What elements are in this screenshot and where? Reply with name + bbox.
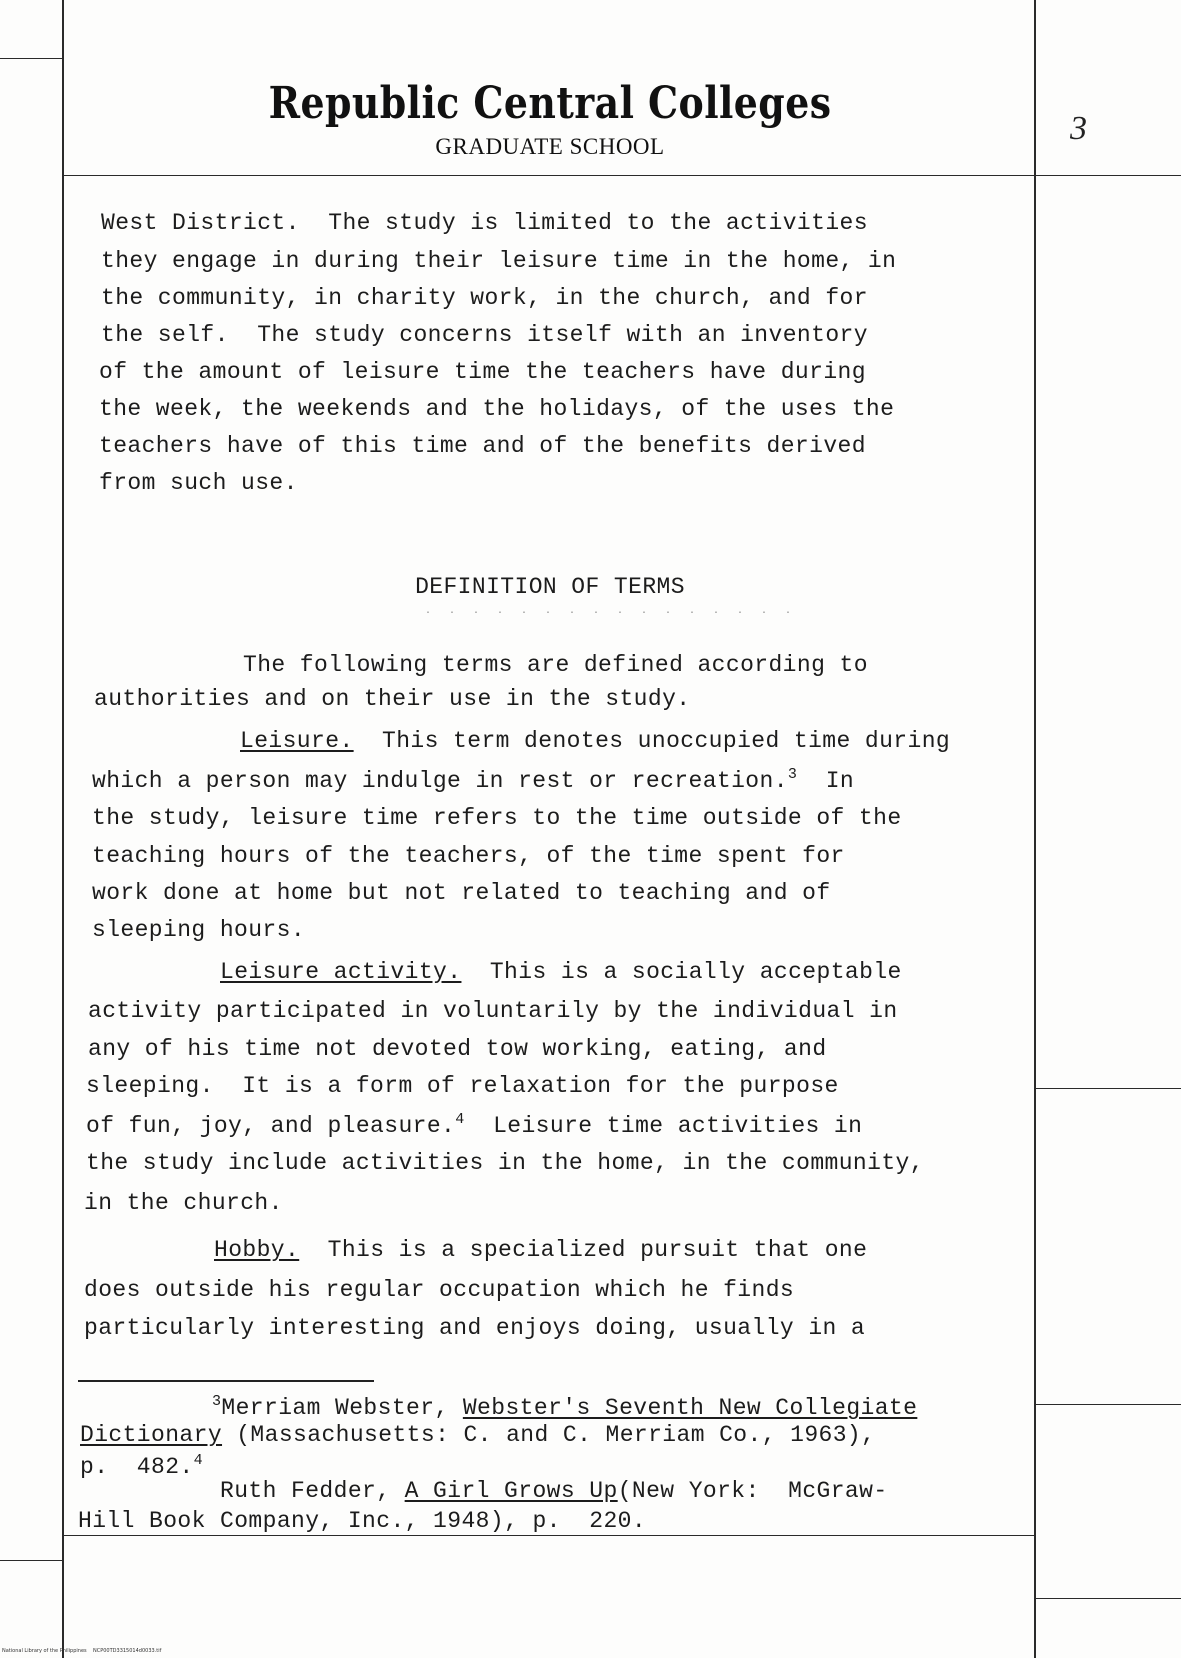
footnote-3-publisher: (Massachusetts: C. and C. Merriam Co., 1963), <box>222 1422 876 1448</box>
footnote-4-number: 4 <box>193 1452 204 1469</box>
intro-line: the community, in charity work, in the church, and for <box>101 285 868 311</box>
term-hobby: Hobby. <box>214 1237 300 1263</box>
college-name-heading: Republic Central Colleges <box>268 78 832 129</box>
footnote-ref-3: 3 <box>787 766 798 783</box>
right-stub-line-bottom <box>1036 1598 1181 1599</box>
footnote-3-page-text: p. 482. <box>80 1454 194 1480</box>
hobby-first-line <box>214 1237 867 1263</box>
leisure-text: which a person may indulge in rest or recreation. <box>92 768 788 794</box>
intro-line: teachers have of this time and of the benefits derived <box>99 433 866 459</box>
leisure-activity-text: of fun, joy, and pleasure. <box>86 1113 456 1139</box>
opening-line: The following terms are defined according to <box>243 652 868 678</box>
leisure-activity-line: any of his time not devoted tow working, eating, and <box>88 1036 827 1062</box>
right-stub-line-top <box>1036 175 1181 176</box>
leisure-activity-line: in the church. <box>84 1190 283 1216</box>
term-leisure: Leisure. <box>240 728 354 754</box>
section-heading: DEFINITION OF TERMS <box>415 574 685 600</box>
hobby-text: This is a specialized pursuit that one <box>299 1237 868 1263</box>
intro-line: West District. The study is limited to the activities <box>101 210 868 236</box>
leisure-activity-sup-line <box>86 1111 862 1139</box>
left-margin-line <box>62 0 64 1658</box>
leisure-line: teaching hours of the teachers, of the time spent for <box>92 843 845 869</box>
footnote-3-page <box>80 1452 203 1480</box>
right-stub-line-low <box>1036 1404 1181 1405</box>
hobby-line: particularly interesting and enjoys doing, usually in a <box>84 1315 866 1341</box>
leisure-definition-first-line <box>240 728 950 754</box>
left-stub-line-bottom <box>0 1560 62 1561</box>
page-number: 3 <box>1070 110 1087 147</box>
leisure-definition-second-line <box>92 766 854 794</box>
footnote-separator <box>78 1380 374 1382</box>
footnote-4-publisher: (New York: McGraw- <box>617 1478 888 1504</box>
header-bottom-line <box>62 175 1036 176</box>
heading-dotted-underline: · · · · · · · · · · · · · · · · <box>425 608 798 619</box>
footnote-4-second-line: Hill Book Company, Inc., 1948), p. 220. <box>78 1508 647 1534</box>
leisure-activity-line: activity participated in voluntarily by the individual in <box>88 998 898 1024</box>
file-label: NCP00TD3315014d0033.tif <box>93 1648 162 1654</box>
footnote-4-author: Ruth Fedder, <box>220 1478 405 1504</box>
graduate-school-subheading: GRADUATE SCHOOL <box>435 134 665 159</box>
leisure-text: This term denotes unoccupied time during <box>353 728 951 754</box>
leisure-activity-text: Leisure time activities in <box>464 1113 863 1139</box>
footnote-4-first-line <box>220 1478 888 1504</box>
right-margin-line <box>1034 0 1036 1658</box>
intro-line: the week, the weekends and the holidays, of the uses the <box>99 396 895 422</box>
footnote-3-number: 3 <box>212 1393 222 1410</box>
leisure-line: work done at home but not related to teaching and of <box>92 880 831 906</box>
leisure-activity-text: This is a socially acceptable <box>461 959 902 985</box>
opening-line: authorities and on their use in the study. <box>94 686 691 712</box>
footnote-3-title: Webster's Seventh New Collegiate <box>462 1395 918 1421</box>
footnote-3-second-line <box>80 1422 875 1448</box>
footnote-4-title: A Girl Grows Up <box>404 1478 618 1504</box>
leisure-line: the study, leisure time refers to the time outside of the <box>92 805 902 831</box>
leisure-activity-line: the study include activities in the home, in the community, <box>86 1150 924 1176</box>
footnote-3-first-line <box>212 1393 917 1421</box>
intro-line: from such use. <box>99 470 298 496</box>
library-label: National Library of the Philippines <box>2 1648 87 1654</box>
intro-line: of the amount of leisure time the teachers have during <box>99 359 866 385</box>
leisure-activity-first-line <box>220 959 902 985</box>
hobby-line: does outside his regular occupation which he finds <box>84 1277 795 1303</box>
scan-footer <box>2 1648 161 1654</box>
term-leisure-activity: Leisure activity. <box>220 959 462 985</box>
top-stub-line <box>0 58 62 59</box>
leisure-activity-line: sleeping. It is a form of relaxation for the purpose <box>86 1073 839 1099</box>
footnote-3-title-cont: Dictionary <box>80 1422 223 1448</box>
bottom-line <box>62 1535 1036 1536</box>
intro-line: they engage in during their leisure time in the home, in <box>101 248 897 274</box>
intro-line: the self. The study concerns itself with an inventory <box>101 322 868 348</box>
leisure-text: In <box>797 768 855 794</box>
leisure-line: sleeping hours. <box>92 917 306 943</box>
footnote-3-author: Merriam Webster, <box>221 1395 463 1421</box>
right-stub-line-mid <box>1036 1088 1181 1089</box>
footnote-ref-4: 4 <box>455 1111 465 1128</box>
